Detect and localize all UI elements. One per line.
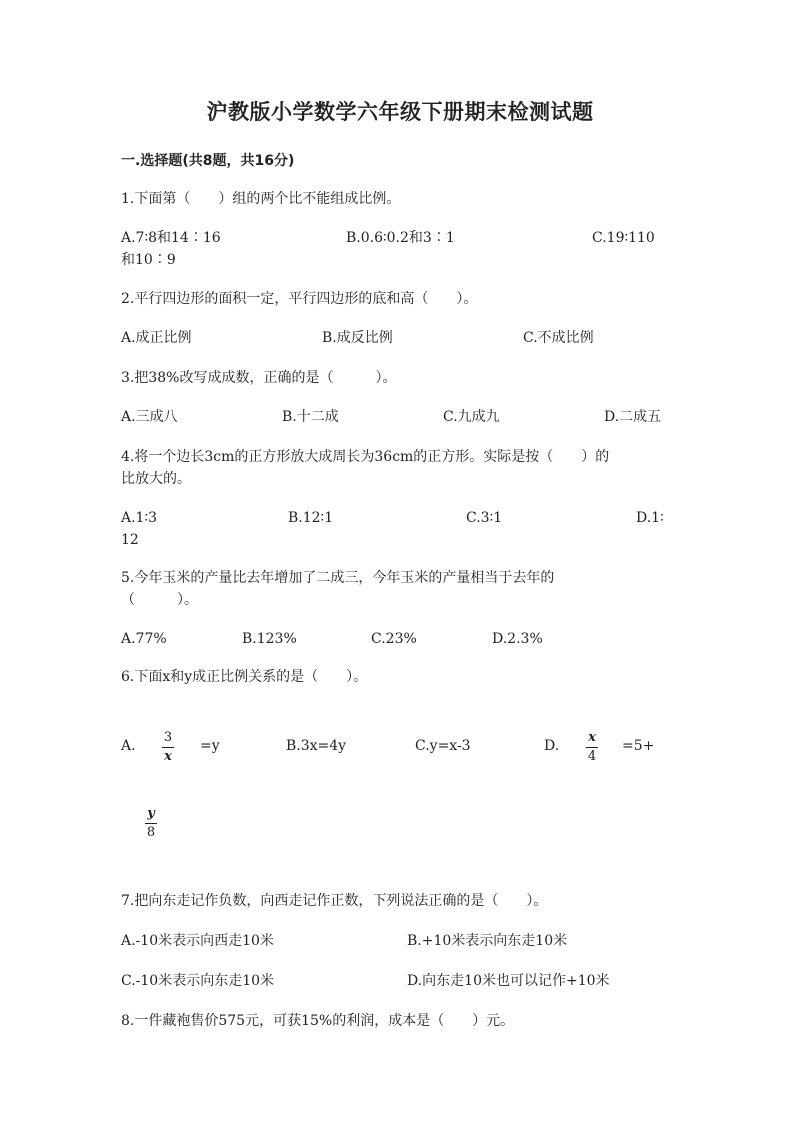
question-7-stem: 7.把向东走记作负数，向西走记作正数，下列说法正确的是（ ）。 bbox=[121, 893, 548, 909]
q6-option-d-fraction-continued bbox=[143, 806, 159, 841]
q1-option-b[interactable]: B.0.6∶0.2和3∶1 bbox=[346, 230, 455, 246]
q6-option-d-rest: =5+ bbox=[622, 738, 655, 754]
question-1-stem: 1.下面第（ ）组的两个比不能组成比例。 bbox=[121, 191, 401, 207]
question-3-stem: 3.把38%改写成成数，正确的是（ ）。 bbox=[121, 370, 397, 386]
q3-option-a[interactable]: A.三成八 bbox=[121, 409, 178, 425]
q4-option-d[interactable]: D.1∶ bbox=[636, 510, 664, 526]
q5-option-a[interactable]: A.77% bbox=[121, 631, 167, 647]
fraction-denominator: 4 bbox=[587, 749, 597, 764]
q1-option-c-continued: 和10∶9 bbox=[121, 252, 176, 268]
fraction-bar bbox=[162, 747, 174, 748]
q7-option-a[interactable]: A.-10米表示向西走10米 bbox=[121, 933, 274, 949]
q4-option-c[interactable]: C.3∶1 bbox=[466, 510, 503, 526]
q3-option-c[interactable]: C.九成九 bbox=[443, 409, 500, 425]
q6-option-b[interactable]: B.3x=4y bbox=[286, 738, 347, 754]
q7-option-d[interactable]: D.向东走10米也可以记作+10米 bbox=[407, 973, 610, 989]
q4-option-a[interactable]: A.1∶3 bbox=[121, 510, 158, 526]
fraction-bar bbox=[586, 747, 598, 748]
q7-option-c[interactable]: C.-10米表示向东走10米 bbox=[121, 973, 275, 989]
question-4-stem-line-2: 比放大的。 bbox=[121, 471, 191, 487]
q1-option-a[interactable]: A.7∶8和14∶16 bbox=[121, 230, 221, 246]
q7-option-b[interactable]: B.+10米表示向东走10米 bbox=[407, 933, 568, 949]
q6-option-a-fraction bbox=[160, 730, 176, 765]
q2-option-c[interactable]: C.不成比例 bbox=[523, 330, 594, 346]
q6-option-d-fraction bbox=[584, 730, 600, 765]
fraction-denominator: x bbox=[164, 749, 172, 764]
q6-option-d-label[interactable]: D. bbox=[544, 738, 560, 754]
fraction-numerator: 3 bbox=[163, 730, 173, 745]
question-5-stem-line-1: 5.今年玉米的产量比去年增加了二成三，今年玉米的产量相当于去年的 bbox=[121, 570, 555, 586]
fraction-denominator: 8 bbox=[146, 825, 156, 840]
q5-option-d[interactable]: D.2.3% bbox=[492, 631, 543, 647]
page-title: 沪教版小学数学六年级下册期末检测试题 bbox=[206, 100, 594, 124]
q4-option-b[interactable]: B.12∶1 bbox=[288, 510, 334, 526]
question-2-stem: 2.平行四边形的面积一定，平行四边形的底和高（ ）。 bbox=[121, 291, 478, 307]
q2-option-b[interactable]: B.成反比例 bbox=[322, 330, 393, 346]
fraction-bar bbox=[145, 823, 157, 824]
q6-option-a-rest: =y bbox=[200, 738, 220, 754]
q6-option-a-label[interactable]: A. bbox=[121, 738, 136, 754]
q5-option-c[interactable]: C.23% bbox=[371, 631, 417, 647]
q3-option-b[interactable]: B.十二成 bbox=[282, 409, 339, 425]
q4-option-d-continued: 12 bbox=[121, 532, 139, 548]
section-heading: 一.选择题(共8题，共16分) bbox=[121, 153, 295, 169]
question-6-stem: 6.下面x和y成正比例关系的是（ ）。 bbox=[121, 669, 368, 685]
q1-option-c[interactable]: C.19∶110 bbox=[592, 230, 655, 246]
fraction-numerator: x bbox=[588, 730, 596, 745]
question-5-stem-line-2: （ ）。 bbox=[121, 592, 198, 608]
q6-option-c[interactable]: C.y=x-3 bbox=[415, 738, 471, 754]
q2-option-a[interactable]: A.成正比例 bbox=[121, 330, 192, 346]
fraction-numerator: y bbox=[147, 806, 155, 821]
q3-option-d[interactable]: D.二成五 bbox=[604, 409, 662, 425]
q5-option-b[interactable]: B.123% bbox=[242, 631, 297, 647]
question-8-stem: 8.一件藏袍售价575元，可获15%的利润，成本是（ ）元。 bbox=[121, 1013, 515, 1029]
question-4-stem-line-1: 4.将一个边长3cm的正方形放大成周长为36cm的正方形。实际是按（ ）的 bbox=[121, 449, 610, 465]
